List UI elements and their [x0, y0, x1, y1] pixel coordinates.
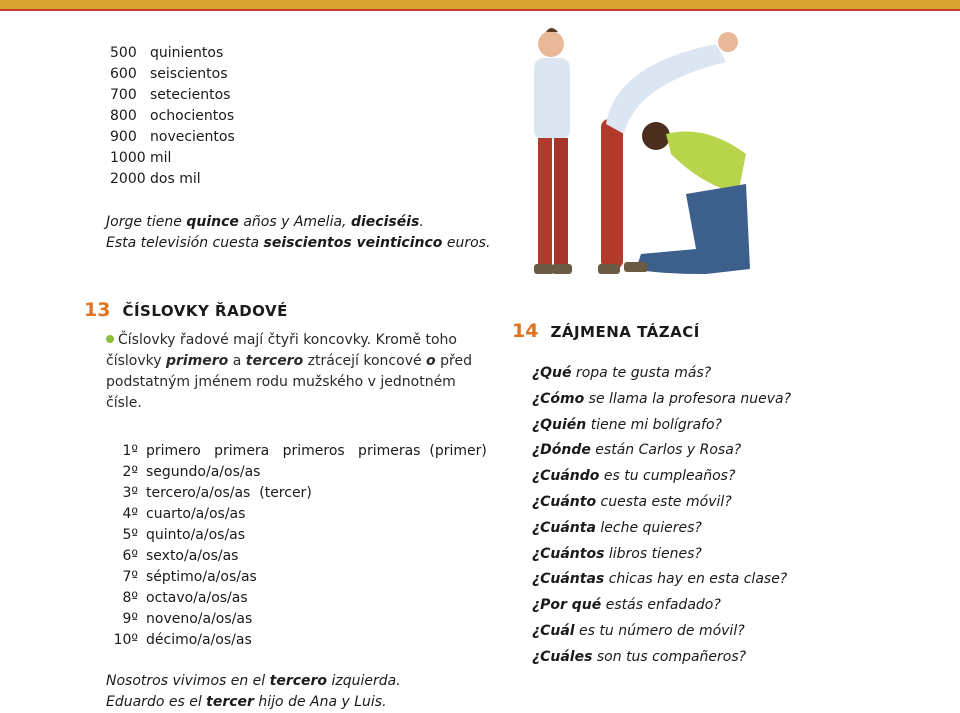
section-title: ZÁJMENA TÁZACÍ [550, 323, 700, 341]
question-line [532, 645, 791, 671]
ordinal-key: 6º [122, 548, 138, 564]
question-line [532, 593, 791, 619]
ordinal-key: 7º [122, 569, 138, 585]
example-text: euros. [442, 235, 491, 251]
ordinal-key: 8º [122, 590, 138, 606]
question-text: es tu número de móvil? [574, 622, 745, 639]
example-text: hijo de Ana y Luis. [253, 694, 387, 710]
interrogative-examples [532, 361, 791, 671]
question-text: tiene mi bolígrafo? [586, 416, 722, 433]
question-text: cuesta este móvil? [596, 493, 732, 510]
example-bold: tercero [269, 673, 328, 689]
section-number: 13 [84, 299, 111, 321]
ordinal-forms: cuarto/a/os/as [146, 506, 246, 522]
question-text: leche quieres? [595, 519, 702, 536]
example-sentence [106, 692, 401, 713]
ordinal-forms: sexto/a/os/as [146, 548, 239, 564]
ordinal-row [104, 588, 487, 609]
question-word: ¿Cuánto [532, 493, 597, 510]
section-13-intro [106, 330, 486, 414]
question-line [532, 619, 791, 645]
number-word: setecientos [150, 87, 231, 103]
example-bold: tercer [206, 694, 254, 710]
example-text: años y Amelia, [238, 214, 351, 230]
number-value: 1000 [110, 150, 146, 166]
question-line [532, 387, 791, 413]
example-text: izquierda. [327, 673, 401, 689]
intro-keyword: tercero [245, 353, 304, 369]
intro-keyword: primero [165, 353, 229, 369]
ordinal-row [104, 504, 487, 525]
question-line [532, 567, 791, 593]
question-word: ¿Por qué [532, 597, 602, 614]
example-text: Eduardo es el [106, 694, 207, 710]
question-line [532, 438, 791, 464]
question-word: ¿Cómo [532, 390, 585, 407]
section-title: ČÍSLOVKY ŘADOVÉ [122, 302, 288, 320]
question-line [532, 542, 791, 568]
ordinal-row [104, 483, 487, 504]
intro-text: ztrácejí koncové [303, 353, 427, 369]
intro-text: před podstatným jménem rodu mužského v jednotném čísle. [106, 353, 472, 411]
question-line [532, 361, 791, 387]
number-row [110, 148, 235, 169]
person-head [538, 31, 564, 57]
number-value: 800 [110, 108, 137, 124]
example-bold: quince [186, 214, 239, 230]
ordinal-row [104, 567, 487, 588]
ordinal-forms: octavo/a/os/as [146, 590, 248, 606]
top-accent-line [0, 9, 960, 11]
example-bold: dieciséis [350, 214, 420, 230]
number-word: mil [150, 150, 172, 166]
question-text: chicas hay en esta clase? [604, 571, 788, 588]
question-word: ¿Dónde [532, 442, 591, 459]
example-sentence [106, 212, 490, 233]
question-word: ¿Cuál [532, 622, 575, 639]
section-14-heading [512, 320, 700, 342]
ordinal-forms: séptimo/a/os/as [146, 569, 257, 585]
question-line [532, 490, 791, 516]
number-word: dos mil [150, 171, 201, 187]
number-row [110, 43, 235, 64]
example-text: Esta televisión cuesta [106, 235, 264, 251]
top-decorative-bar [0, 0, 960, 9]
question-text: son tus compañeros? [592, 648, 747, 665]
intro-keyword: o [426, 353, 436, 369]
ordinal-row [104, 546, 487, 567]
ordinal-forms: primero primera primeros primeras (primer) [146, 443, 487, 459]
person-green-shirt [666, 132, 746, 195]
ordinal-row [104, 462, 487, 483]
ordinal-key: 5º [122, 527, 138, 543]
question-text: se llama la profesora nueva? [584, 390, 792, 407]
number-value: 500 [110, 45, 137, 61]
number-16-people-photo [506, 24, 786, 292]
ordinal-forms: décimo/a/os/as [146, 632, 252, 648]
question-line [532, 413, 791, 439]
ordinal-row [104, 441, 487, 462]
example-text: . [419, 214, 424, 230]
number-value: 900 [110, 129, 137, 145]
number-word: ochocientos [150, 108, 235, 124]
intro-text: a [228, 353, 246, 369]
example-text: Nosotros vivimos en el [106, 673, 270, 689]
number-row [110, 64, 235, 85]
ordinal-forms: segundo/a/os/as [146, 464, 261, 480]
example-bold: seiscientos veinticinco [263, 235, 443, 251]
question-word: ¿Qué [532, 365, 572, 381]
person-legs [601, 119, 623, 269]
question-word: ¿Cuáles [532, 648, 593, 665]
question-text: están Carlos y Rosa? [590, 442, 742, 459]
question-line [532, 464, 791, 490]
ordinal-row [104, 609, 487, 630]
ordinal-key: 4º [122, 506, 138, 522]
number-words-list [110, 43, 235, 190]
example-sentence [106, 671, 401, 692]
example-sentence [106, 233, 490, 254]
question-line [532, 516, 791, 542]
number-row [110, 106, 235, 127]
ordinal-forms: quinto/a/os/as [146, 527, 246, 543]
question-word: ¿Quién [532, 416, 587, 433]
section-13-heading [84, 299, 288, 321]
question-word: ¿Cuánta [532, 519, 596, 536]
number-word: seiscientos [150, 66, 228, 82]
number-word: quinientos [150, 45, 224, 61]
ordinal-row [104, 630, 487, 651]
intro-text: Číslovky řadové mají čtyři koncovky. Kromě toho číslovky [106, 332, 457, 369]
number-value: 2000 [110, 171, 146, 187]
ordinal-key: 1º [122, 443, 138, 459]
number-row [110, 169, 235, 190]
number-examples [106, 212, 490, 254]
number-row [110, 127, 235, 148]
question-text: libros tienes? [604, 545, 702, 562]
ordinal-examples [106, 671, 401, 713]
question-word: ¿Cuántas [532, 571, 605, 588]
ordinal-forms: noveno/a/os/as [146, 611, 253, 627]
ordinal-key: 2º [122, 464, 138, 480]
question-text: ropa te gusta más? [571, 365, 712, 381]
ordinal-row [104, 525, 487, 546]
number-value: 700 [110, 87, 137, 103]
question-text: estás enfadado? [601, 597, 721, 614]
number-value: 600 [110, 66, 137, 82]
number-word: novecientos [150, 129, 235, 145]
section-number: 14 [512, 320, 539, 342]
person-shirt [534, 58, 570, 140]
question-word: ¿Cuándo [532, 468, 600, 485]
ordinal-key: 10º [113, 632, 138, 648]
ordinals-list [104, 441, 487, 651]
ordinal-key: 9º [122, 611, 138, 627]
ordinal-key: 3º [122, 485, 138, 501]
question-word: ¿Cuántos [532, 545, 605, 562]
number-row [110, 85, 235, 106]
example-text: Jorge tiene [106, 214, 187, 230]
bullet-icon [106, 335, 114, 343]
ordinal-forms: tercero/a/os/as (tercer) [146, 485, 312, 501]
question-text: es tu cumpleaños? [599, 468, 736, 485]
